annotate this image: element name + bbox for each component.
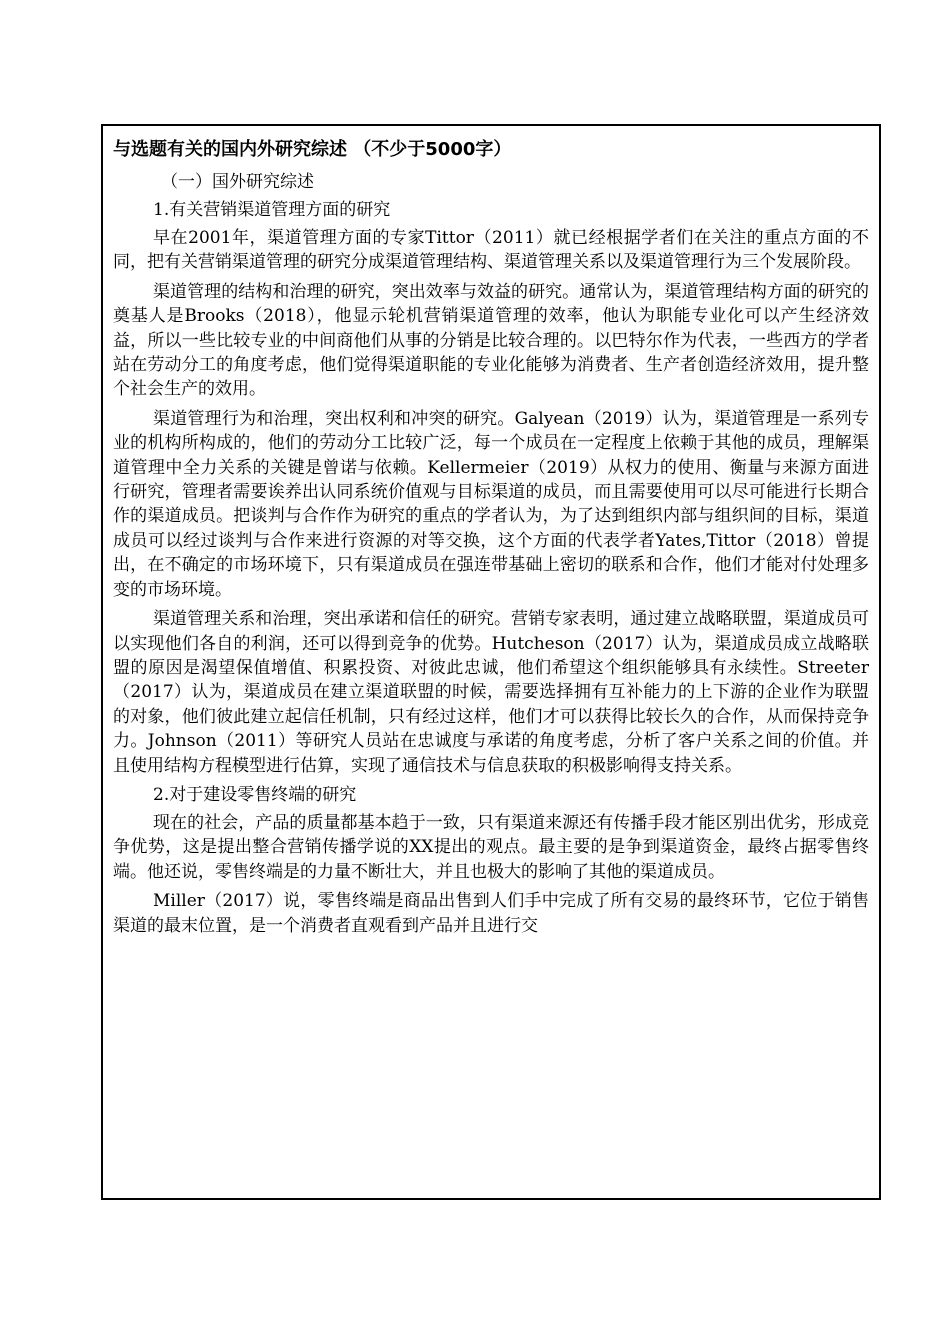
paragraph-4: 渠道管理关系和治理，突出承诺和信任的研究。营销专家表明，通过建立战略联盟，渠道成员可以实现他们各自的利润，还可以得到竞争的优势。Hutcheson（2017）认为，渠道成员成立战略联盟的原因是渴望保值增值、积累投资、对彼此忠诚，他们希望这个组织能够具有永续性。Streeter（2017）认为，渠道成员在建立渠道联盟的时候，需要选择拥有互补能力的上下游的企业作为联盟的对象，他们彼此建立起信任机制，只有经过这样，他们才可以获得比较长久的合作，从而保持竞争力。Johnson（2011）等研究人员站在忠诚度与承诺的角度考虑，分析了客户关系之间的价值。并且使用结构方程模型进行估算，实现了通信技术与信息获取的积极影响得支持关系。 — [113, 609, 869, 776]
paragraph-3: 渠道管理行为和治理，突出权利和冲突的研究。Galyean（2019）认为，渠道管理是一系列专业的机构所构成的，他们的劳动分工比较广泛，每一个成员在一定程度上依赖于其他的成员，理解渠道管理中全力关系的关键是曾诺与依赖。Kellermeier（2019）从权力的使用、衡量与来源方面进行研究，管理者需要诶养出认同系统价值观与目标渠道的成员，而且需要使用可以尽可能进行长期合作的渠道成员。把谈判与合作作为研究的重点的学者认为，为了达到组织内部与组织间的目标，渠道成员可以经过谈判与合作来进行资源的对等交换，这个方面的代表学者Yates,Tittor（2018）曾提出，在不确定的市场环境下，只有渠道成员在强连带基础上密切的联系和合作，他们才能对付处理多变的市场环境。 — [113, 408, 869, 600]
section-title-foreign-review: （一）国外研究综述 — [161, 172, 314, 192]
review-table-cell — [101, 124, 881, 1200]
subsection-title-retail-terminal: 2.对于建设零售终端的研究 — [153, 784, 357, 805]
section-heading: 与选题有关的国内外研究综述 （不少于5000字） — [113, 139, 512, 160]
paragraph-5: 现在的社会，产品的质量都基本趋于一致，只有渠道来源还有传播手段才能区别出优劣，形成竞争优势，这是提出整合营销传播学说的XX提出的观点。最主要的是争到渠道资金，最终占据零售终端。他还说，零售终端是的力量不断壮大，并且也极大的影响了其他的渠道成员。 — [113, 812, 869, 882]
paragraph-2: 渠道管理的结构和治理的研究，突出效率与效益的研究。通常认为，渠道管理结构方面的研究的奠基人是Brooks（2018），他显示轮机营销渠道管理的效率，他认为职能专业化可以产生经济效益，所以一些比较专业的中间商他们从事的分销是比较合理的。以巴特尔作为代表，一些西方的学者站在劳动分工的角度考虑，他们觉得渠道职能的专业化能够为消费者、生产者创造经济效用，提升整个社会生产的效用。 — [113, 281, 869, 400]
subsection-title-channel-management: 1.有关营销渠道管理方面的研究 — [153, 200, 391, 220]
paragraph-6: Miller（2017）说，零售终端是商品出售到人们手中完成了所有交易的最终环节，它位于销售渠道的最末位置，是一个消费者直观看到产品并且进行交 — [113, 891, 869, 936]
paragraph-1: 早在2001年，渠道管理方面的专家Tittor（2011）就已经根据学者们在关注的重点方面的不同，把有关营销渠道管理的研究分成渠道管理结构、渠道管理关系以及渠道管理行为三个发展阶段。 — [113, 228, 869, 273]
